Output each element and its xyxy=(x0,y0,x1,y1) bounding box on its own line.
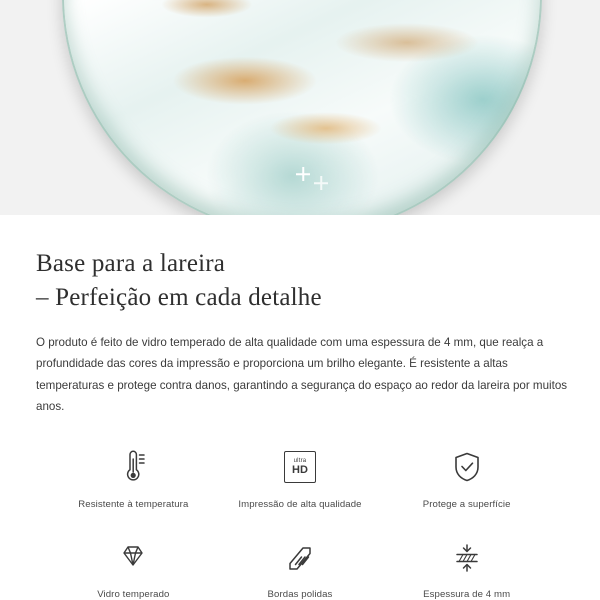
feature-item-polished-edges xyxy=(217,534,384,600)
feature-label: Resistente à temperatura xyxy=(78,498,189,510)
feature-grid xyxy=(32,444,568,600)
glass-plate-image xyxy=(62,0,542,215)
ultra-hd-top-text: ultra xyxy=(293,457,307,464)
feature-label: Espessura de 4 mm xyxy=(423,588,511,600)
thermometer-icon xyxy=(110,444,156,490)
feature-label: Impressão de alta qualidade xyxy=(238,498,362,510)
feature-label: Protege a superfície xyxy=(422,498,511,510)
polished-edges-icon xyxy=(277,534,323,580)
ultra-hd-bottom-text: HD xyxy=(292,463,308,476)
page-title xyxy=(36,247,568,314)
feature-item-print-quality xyxy=(217,444,384,510)
feature-item-tempered-glass xyxy=(50,534,217,600)
diamond-icon xyxy=(110,534,156,580)
description-paragraph: O produto é feito de vidro temperado de alta qualidade com uma espessura de 4 mm, que realça a profundidade das cores da impressão e proporciona um brilho elegante. É resistente a altas temperaturas e protege contra danos, garantindo a segurança do espaço ao redor da lareira por muitos anos. xyxy=(36,336,568,414)
feature-label: Vidro temperado xyxy=(97,588,170,600)
feature-item-temperature xyxy=(50,444,217,510)
feature-item-surface-protection xyxy=(383,444,550,510)
headline-line-1: Base para a lareira xyxy=(36,250,226,277)
content-block xyxy=(0,215,600,600)
thickness-arrows-icon xyxy=(444,534,490,580)
feature-item-thickness xyxy=(383,534,550,600)
headline-line-2: – Perfeição em cada detalhe xyxy=(36,283,322,311)
hero-image xyxy=(0,0,600,215)
ultra-hd-icon xyxy=(277,444,323,490)
feature-label: Bordas polidas xyxy=(267,588,333,600)
shield-check-icon xyxy=(444,444,490,490)
